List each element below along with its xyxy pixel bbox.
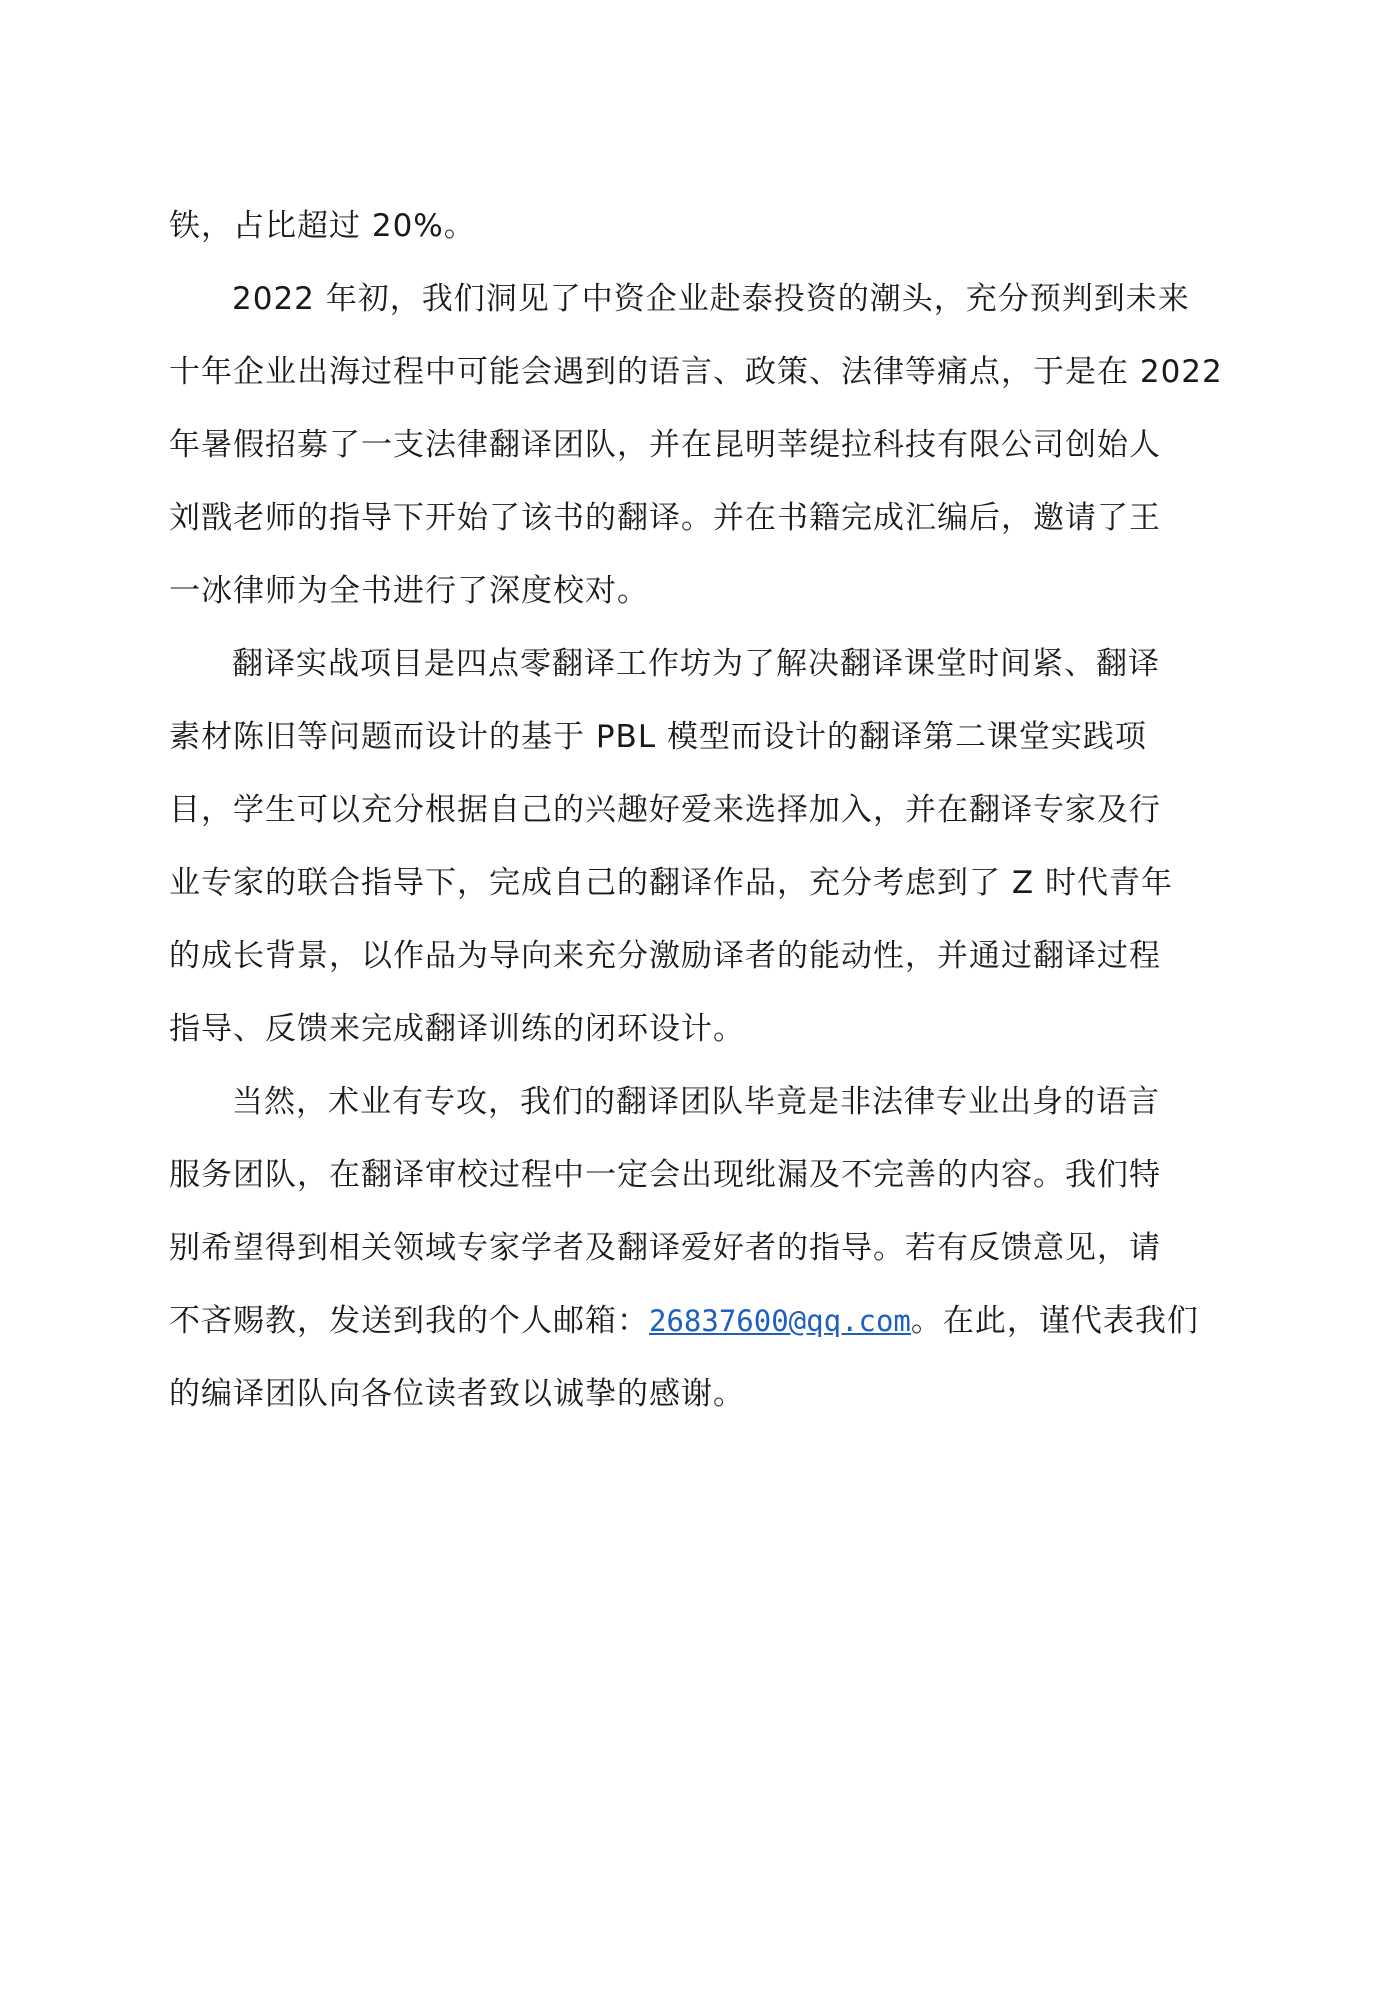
paragraph-line: 服务团队，在翻译审校过程中一定会出现纰漏及不完善的内容。我们特 [169, 1157, 1161, 1193]
paragraph-line: 指导、反馈来完成翻译训练的闭环设计。 [169, 1011, 745, 1047]
paragraph-line: 当然，术业有专攻，我们的翻译团队毕竟是非法律专业出身的语言 [232, 1084, 1160, 1120]
paragraph-line: 业专家的联合指导下，完成自己的翻译作品，充分考虑到了 Z 时代青年 [169, 865, 1173, 901]
paragraph-line: 目，学生可以充分根据自己的兴趣好爱来选择加入，并在翻译专家及行 [169, 792, 1161, 828]
paragraph-line: 一冰律师为全书进行了深度校对。 [169, 573, 649, 609]
paragraph-line: 年暑假招募了一支法律翻译团队，并在昆明莘缇拉科技有限公司创始人 [169, 427, 1161, 463]
paragraph-line: 别希望得到相关领域专家学者及翻译爱好者的指导。若有反馈意见，请 [169, 1230, 1161, 1266]
paragraph-line: 2022 年初，我们洞见了中资企业赴泰投资的潮头，充分预判到未来 [232, 281, 1190, 317]
paragraph-line: 铁，占比超过 20%。 [169, 208, 476, 244]
paragraph-line: 翻译实战项目是四点零翻译工作坊为了解决翻译课堂时间紧、翻译 [232, 646, 1160, 682]
paragraph-line: 的成长背景，以作品为导向来充分激励译者的能动性，并通过翻译过程 [169, 938, 1161, 974]
paragraph-line: 刘戬老师的指导下开始了该书的翻译。并在书籍完成汇编后，邀请了王 [169, 500, 1161, 536]
document-body [169, 190, 1223, 1431]
email-line-suffix: 。在此，谨代表我们 [910, 1303, 1199, 1339]
email-line [169, 1285, 1199, 1358]
paragraph-line: 的编译团队向各位读者致以诚挚的感谢。 [169, 1376, 745, 1412]
email-link[interactable]: 26837600@qq.com [649, 1304, 911, 1338]
paragraph-line: 十年企业出海过程中可能会遇到的语言、政策、法律等痛点，于是在 2022 [169, 354, 1223, 390]
paragraph-line: 素材陈旧等问题而设计的基于 PBL 模型而设计的翻译第二课堂实践项 [169, 719, 1147, 755]
email-line-prefix: 不吝赐教，发送到我的个人邮箱： [169, 1303, 649, 1339]
